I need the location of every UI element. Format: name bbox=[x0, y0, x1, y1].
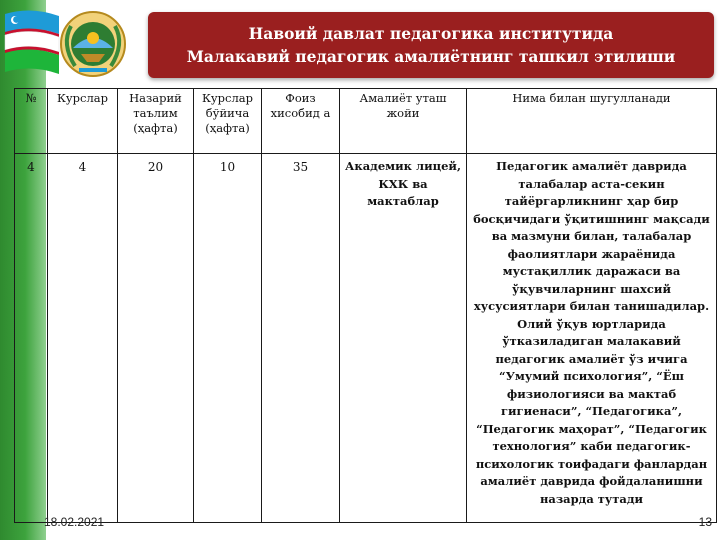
uzbekistan-flag-icon bbox=[5, 10, 59, 74]
title-line-1: Навоий давлат педагогика институтида bbox=[248, 24, 614, 43]
column-header-place: Амалиёт уташ жойи bbox=[340, 89, 467, 154]
cell-theory: 20 bbox=[118, 154, 194, 523]
emblem-icon bbox=[1, 4, 137, 84]
column-header-courses: Курслар bbox=[48, 89, 118, 154]
cell-activity: Педагогик амалиёт даврида талабалар аста-секин тайёргарликнинг ҳар бир босқичидаги ўқитишнинг мақсади ва мазмуни билан, талабалар фаолиятлари жараёнида мустақиллик даражаси ва ўқувчиларнинг шахсий хусусиятлари билан танишадилар. Олий ўқув юртларида ўтказиладиган малакавий педагогик амалиёт ўз ичига “Умумий психология”, “Ёш физиологияси ва мактаб гигиенаси”, “Педагогика”, “Педагогик маҳорат”, “Педагогик технология” каби педагогик-психологик тоифадаги фанлардан амалиёт даврида фойдаланишни назарда тутади bbox=[467, 154, 717, 523]
footer-date: 18.02.2021 bbox=[44, 515, 105, 529]
cell-by-course: 10 bbox=[194, 154, 262, 523]
column-header-activity: Нима билан шугулланади bbox=[467, 89, 717, 154]
column-header-theory: Назарий таълим (ҳафта) bbox=[118, 89, 194, 154]
page-number: 13 bbox=[698, 515, 712, 529]
cell-percent: 35 bbox=[262, 154, 340, 523]
column-header-by-course: Курслар бўйича (ҳафта) bbox=[194, 89, 262, 154]
cell-course: 4 bbox=[48, 154, 118, 523]
title-banner bbox=[148, 12, 714, 78]
table-row bbox=[15, 154, 717, 523]
state-emblem-icon bbox=[61, 12, 125, 76]
table-header-row bbox=[15, 89, 717, 154]
title-line-2: Малакавий педагогик амалиётнинг ташкил этилиши bbox=[186, 47, 676, 66]
cell-place: Академик лицей, КХК ва мактаблар bbox=[340, 154, 467, 523]
cell-number: 4 bbox=[15, 154, 48, 523]
practice-table bbox=[14, 88, 717, 523]
column-header-percent: Фоиз хисобид а bbox=[262, 89, 340, 154]
column-header-number: № bbox=[15, 89, 48, 154]
